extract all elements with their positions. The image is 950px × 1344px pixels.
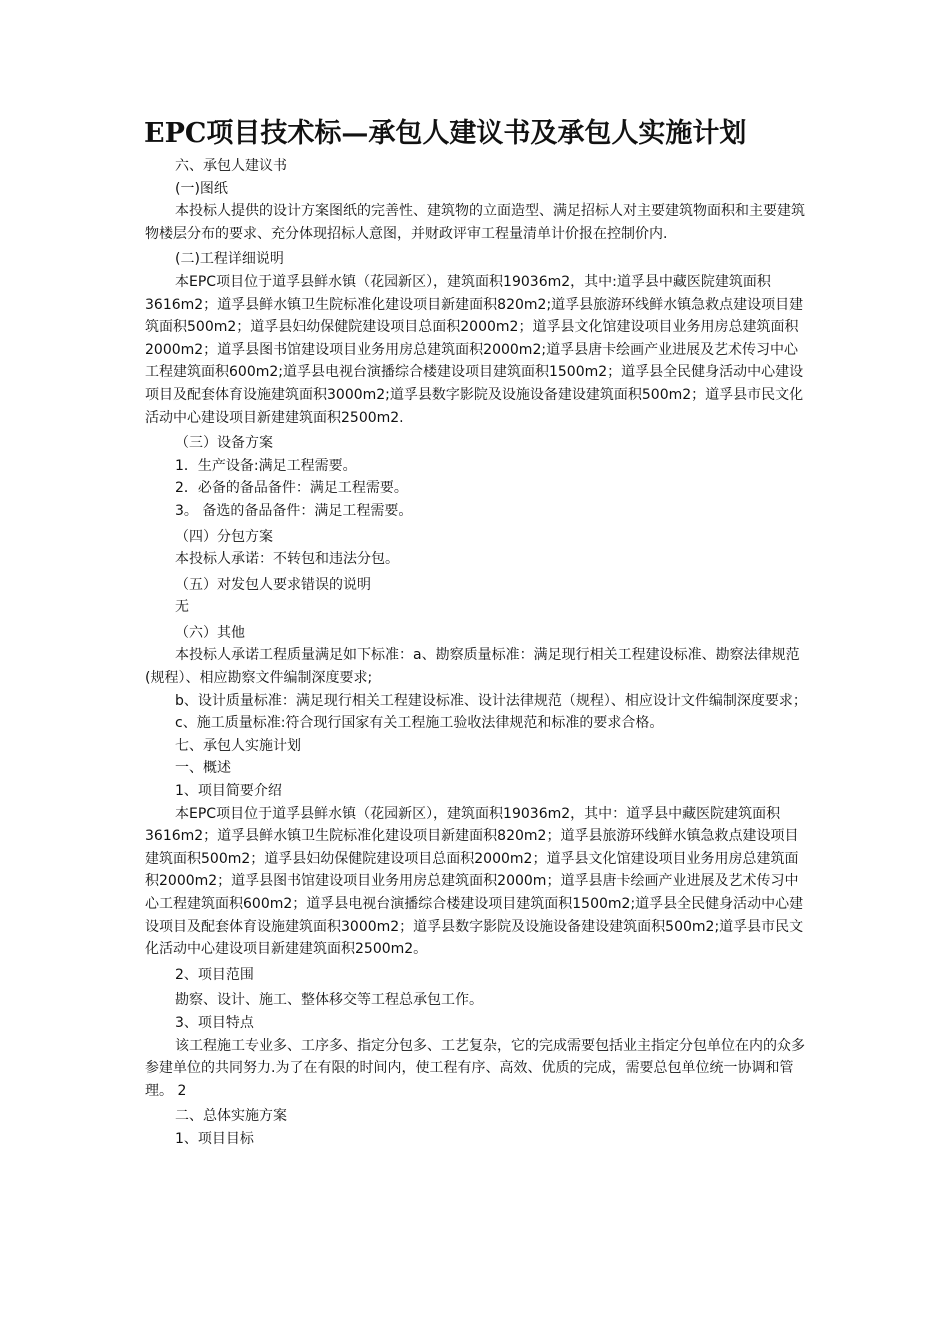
subsection-heading: （五）对发包人要求错误的说明 xyxy=(175,576,371,593)
subsection-heading: 一、概述 xyxy=(175,760,231,777)
subsection-heading: 1、项目目标 xyxy=(175,1130,254,1147)
subsection-heading: 3、项目特点 xyxy=(175,1014,254,1031)
body-paragraph: 无 xyxy=(175,599,189,616)
body-paragraph: 本投标人承诺：不转包和违法分包。 xyxy=(175,551,399,568)
list-item: 3。 备选的备品备件：满足工程需要。 xyxy=(175,502,413,519)
body-paragraph: 本投标人承诺工程质量满足如下标准：a、勘察质量标准：满足现行相关工程建设标准、勘察法律规范(规程）、相应勘察文件编制深度要求; xyxy=(145,647,800,687)
document-body xyxy=(145,155,810,1151)
body-paragraph: c、施工质量标准:符合现行国家有关工程施工验收法律规范和标准的要求合格。 xyxy=(175,715,664,732)
subsection-heading: （三）设备方案 xyxy=(175,435,273,452)
body-paragraph: 勘察、设计、施工、整体移交等工程总承包工作。 xyxy=(175,992,483,1009)
subsection-heading: (二)工程详细说明 xyxy=(175,251,284,268)
subsection-heading: （四）分包方案 xyxy=(175,528,273,545)
body-paragraph: 本投标人提供的设计方案图纸的完善性、建筑物的立面造型、满足招标人对主要建筑物面积和主要建筑物楼层分布的要求、充分体现招标人意图，并财政评审工程量清单计价报在控制价内. xyxy=(145,203,805,242)
list-item: 2．必备的备品备件：满足工程需要。 xyxy=(175,480,408,497)
subsection-heading: (一)图纸 xyxy=(175,180,228,197)
body-paragraph: 本EPC项目位于道孚县鲜水镇（花园新区），建筑面积19036m2，其中:道孚县中藏医院建筑面积3616m2；道孚县鲜水镇卫生院标准化建设项目新建面积820m2;道孚县旅游环线鲜水镇急救点建设项目建筑面积500m2；道孚县妇幼保健院建设项目总面积2000m2；道孚县文化馆建设项目业务用房总建筑面积2000m2；道孚县图书馆建设项目业务用房总建筑面积2000m2;道孚县唐卡绘画产业进展及艺术传习中心工程建筑面积600m2;道孚县电视台演播综合楼建设项目建筑面积1500m2；道孚县全民健身活动中心建设项目及配套体育设施建筑面积3000m2;道孚县数字影院及设施设备建设建筑面积500m2；道孚县市民文化活动中心建设项目新建建筑面积2500m2. xyxy=(145,273,804,426)
section-heading: 七、承包人实施计划 xyxy=(175,737,301,754)
body-paragraph: 本EPC项目位于道孚县鲜水镇（花园新区），建筑面积19036m2，其中：道孚县中藏医院建筑面积3616m2；道孚县鲜水镇卫生院标准化建设项目新建面积820m2；道孚县旅游环线鲜水镇急救点建设项目建筑面积500m2；道孚县妇幼保健院建设项目总面积2000m2；道孚县文化馆建设项目业务用房总建筑面积2000m2；道孚县图书馆建设项目业务用房总建筑面积2000m；道孚县唐卡绘画产业进展及艺术传习中心工程建筑面积600m2；道孚县电视台演播综合楼建设项目建筑面积1500m2;道孚县全民健身活动中心建设项目及配套体育设施建筑面积3000m2；道孚县数字影院及设施设备建设建筑面积500m2;道孚县市民文化活动中心建设项目新建建筑面积2500m2。 xyxy=(145,805,804,958)
subsection-heading: 2、项目范围 xyxy=(175,966,254,983)
body-paragraph: 该工程施工专业多、工序多、指定分包多、工艺复杂，它的完成需要包括业主指定分包单位在内的众多参建单位的共同努力.为了在有限的时间内，使工程有序、高效、优质的完成，需要总包单位统一协调和管理。 2 xyxy=(145,1037,805,1099)
section-heading: 六、承包人建议书 xyxy=(175,158,287,174)
section-heading: 二、总体实施方案 xyxy=(175,1108,287,1125)
document-title: EPC项目技术标—承包人建议书及承包人实施计划 xyxy=(144,118,747,149)
body-paragraph: b、设计质量标准：满足现行相关工程建设标准、设计法律规范（规程）、相应设计文件编制深度要求； xyxy=(175,692,807,709)
subsection-heading: 1、项目简要介绍 xyxy=(175,783,282,800)
subsection-heading: （六）其他 xyxy=(175,624,245,641)
list-item: 1．生产设备:满足工程需要。 xyxy=(175,457,357,474)
